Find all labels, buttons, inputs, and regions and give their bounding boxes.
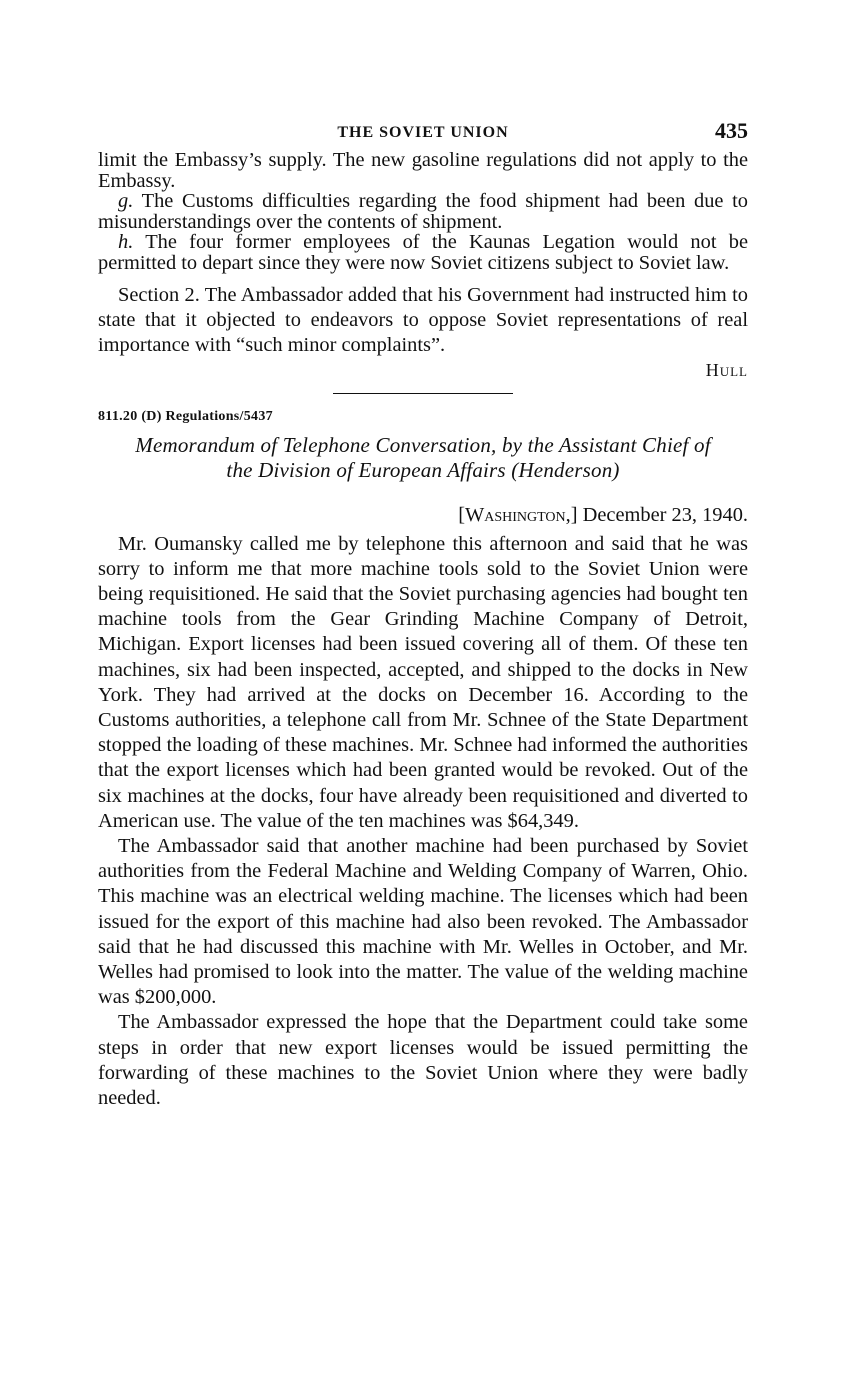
running-title: THE SOVIET UNION [337,124,509,141]
body-paragraph-3: The Ambassador expressed the hope that the Department could take some steps in order that new export licenses would be issued permitting the forwarding of these machines to the Soviet Union where they were badly needed. [98,1011,748,1110]
item-g-letter: g. [118,190,134,212]
item-h-text: The four former employees of the Kaunas Legation would not be permitted to depart since they were now Soviet citizens subject to Soviet law. [98,231,749,274]
body-paragraph-2: The Ambassador said that another machine had been purchased by Soviet authorities from the Federal Machine and Welding Company of Warren, Ohio. This machine was an electrical welding machine. The licenses which had been issued for the export of this machine had also been revoked. The Ambassador said that he had discussed this machine with Mr. Welles in October, and Mr. Welles had promised to look into the matter. The value of the welding machine was $200,000. [98,835,748,1009]
dateline-date: December 23, 1940. [582,503,748,526]
dateline [98,503,748,528]
body-paragraph-1: Mr. Oumansky called me by telephone this afternoon and said that he was sorry to inform me that more machine tools sold to the Soviet Union were being requisitioned. He said that the Soviet purchasing agencies had bought ten machine tools from the Gear Grinding Machine Company of Detroit, Michigan. Export licenses had been issued covering all of them. Of these ten machines, six had been inspected, accepted, and shipped to the docks in New York. They had arrived at the docks on December 16. According to the Customs authorities, a telephone call from Mr. Schnee of the State Department stopped the loading of these machines. Mr. Schnee had informed the authorities that the export licenses which had been granted would be revoked. Out of the six machines at the docks, four have already been requisitioned and diverted to American use. The value of the ten machines was $64,349. [98,532,748,832]
item-h-paragraph [98,232,748,273]
running-header [98,118,748,150]
dateline-place: [Washington,] [458,503,578,526]
item-g-paragraph [98,191,748,232]
heading-line-1: Memorandum of Telephone Conversation, by the Assistant Chief of [135,432,711,457]
section-divider [333,393,513,394]
signature: Hull [705,359,748,380]
continuation-paragraph: limit the Embassy’s supply. The new gasoline regulations did not apply to the Embassy. [98,149,748,192]
item-g-text: The Customs difficulties regarding the food shipment had been due to misunderstandings over the contents of shipment. [98,190,748,233]
heading-line-2: the Division of European Affairs (Henderson) [226,457,620,482]
page-number: 435 [715,118,748,143]
document-page [98,118,748,1111]
preceding-document-tail [98,150,748,273]
section-2-paragraph: Section 2. The Ambassador added that his Government had instructed him to state that it objected to endeavors to oppose Soviet representations of real importance with “such minor complaints”. [98,284,748,357]
file-reference: 811.20 (D) Regulations/5437 [98,408,273,424]
memorandum-body [98,532,748,1112]
section-2-block [98,283,748,359]
item-h-letter: h. [118,231,134,253]
document-heading [98,433,748,483]
